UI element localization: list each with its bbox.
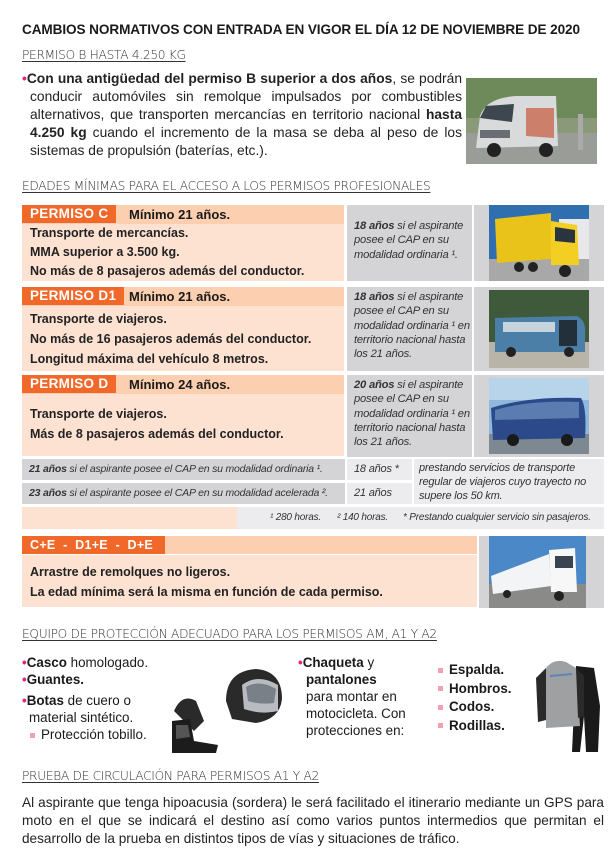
- equipment-left-list: [22, 654, 172, 743]
- permiso-d1-badge: PERMISO D1: [22, 287, 124, 305]
- permiso-c-body: [22, 224, 344, 281]
- d-extra-row: [22, 459, 345, 480]
- permiso-d1-cap-note: 18 años si el aspirante posee el CAP en su modalidad ordinaria ¹ en territorio nacional hasta los 21 años.: [347, 287, 472, 371]
- section-heading-equipo: EQUIPO DE PROTECCIÓN ADECUADO PARA LOS PERMISOS AM, A1 Y A2: [22, 627, 437, 641]
- permiso-d-body: [22, 394, 344, 456]
- square-bullet-icon: [438, 686, 443, 691]
- trailer-badge: C+E - D1+E - D+E: [22, 536, 165, 554]
- permiso-b-paragraph: [22, 70, 462, 160]
- square-bullet-icon: [438, 668, 443, 673]
- square-bullet-icon: [438, 705, 443, 710]
- permiso-d-cap-note: 20 años si el aspirante posee el CAP en su modalidad ordinaria ¹ en territorio nacional hasta los 21 años.: [347, 375, 472, 457]
- equipment-sub-tobillo: Protección tobillo.: [22, 726, 172, 743]
- section-heading-prueba: PRUEBA DE CIRCULACIÓN PARA PERMISOS A1 Y A2: [22, 769, 319, 783]
- trailer-header: [22, 536, 477, 554]
- boots-gloves-photo: [164, 691, 222, 755]
- permiso-d1-image-cell: [474, 287, 604, 371]
- permiso-c-line: Transporte de mercancías.: [30, 226, 189, 240]
- helmet-photo: [222, 665, 284, 727]
- equipment-item-botas: •Botas de cuero o material sintético.: [22, 693, 134, 725]
- square-bullet-icon: [438, 723, 443, 728]
- permiso-d-badge: PERMISO D: [22, 375, 116, 393]
- permiso-c-line: MMA superior a 3.500 kg.: [30, 245, 180, 259]
- permiso-d1-min-age: Mínimo 21 años.: [129, 289, 231, 304]
- permiso-c-header: [22, 205, 344, 225]
- footnote-spacer: [22, 507, 237, 529]
- permiso-b-bold-mid: hasta 4.250 kg: [30, 107, 462, 140]
- d-extra-row: [22, 483, 345, 504]
- permiso-b-bold-lead: Con una antigüedad del permiso B superior a dos años: [26, 71, 393, 86]
- d-extra-row-age: 18 años *: [347, 459, 412, 480]
- permiso-d1-line: Transporte de viajeros.: [30, 312, 167, 326]
- equipment-item-casco: •Casco homologado.: [22, 655, 149, 670]
- footnote-2: ² 140 horas.: [337, 512, 388, 523]
- permiso-c-cap-note: 18 años si el aspirante posee el CAP en su modalidad ordinaria ¹.: [347, 205, 472, 281]
- articulated-truck-photo: [489, 536, 586, 608]
- protection-list: [438, 661, 512, 735]
- trailer-body: [22, 555, 477, 607]
- footnote-1: ¹ 280 horas.: [270, 512, 321, 523]
- permiso-c-min-age: Mínimo 21 años.: [129, 207, 231, 222]
- permiso-d1-body: [22, 306, 344, 371]
- d-extra-row-age: 21 años: [347, 483, 412, 504]
- d-extra-row-text: 23 años si el aspirante posee el CAP en su modalidad acelerada ².: [29, 487, 328, 499]
- coach-bus-photo: [489, 378, 589, 454]
- permiso-c-image-cell: [474, 205, 604, 281]
- prueba-paragraph: Al aspirante que tenga hipoacusia (sordera) le será facilitado el itinerario mediante un GPS para moto en el que se indicará el destino así como varios puntos intermedios que permitan el desarrollo de la prueba en distintos tipos de vías y situaciones de tráfico.: [22, 795, 604, 846]
- protection-item: Rodillas.: [438, 717, 512, 736]
- footnotes-row: [237, 507, 604, 529]
- permiso-d-line: Transporte de viajeros.: [30, 407, 167, 421]
- equipment-item-guantes: •Guantes.: [22, 672, 84, 687]
- permiso-d1-header: [22, 287, 344, 307]
- permiso-c-line: No más de 8 pasajeros además del conductor.: [30, 264, 305, 278]
- permiso-d-min-age: Mínimo 24 años.: [129, 377, 231, 392]
- permiso-b-text-2: cuando el incremento de la masa se deba al peso de los sistemas de propulsión (baterías, etc.).: [30, 125, 462, 158]
- yellow-truck-photo: [489, 205, 589, 281]
- trailer-image-cell: [479, 536, 604, 608]
- equipment-right-text: [298, 654, 428, 739]
- electric-van-photo: [466, 78, 597, 164]
- permiso-d1-line: No más de 16 pasajeros además del conductor.: [30, 332, 312, 346]
- d-extra-note: prestando servicios de transporte regular de viajeros cuyo trayecto no supere los 50 km.: [414, 459, 604, 504]
- equipment-protection-intro: para montar en motocicleta. Con protecciones en:: [306, 689, 406, 738]
- protection-item: Codos.: [438, 698, 512, 717]
- equipment-item-chaqueta: •Chaqueta y: [298, 655, 375, 670]
- permiso-d-header: [22, 375, 344, 395]
- bullet-icon: •: [22, 71, 27, 86]
- moto-suit-photo: [532, 656, 610, 756]
- section-heading-edades: EDADES MÍNIMAS PARA EL ACCESO A LOS PERMISOS PROFESIONALES: [22, 179, 431, 193]
- square-bullet-icon: [30, 733, 35, 738]
- permiso-b-text-1: , se podrán conducir automóviles sin remolque impulsados por combustibles alternativos, que transporten mercancías en territorio nacional: [30, 71, 462, 122]
- page-title: CAMBIOS NORMATIVOS CON ENTRADA EN VIGOR EL DÍA 12 DE NOVIEMBRE DE 2020: [22, 22, 580, 37]
- permiso-d1-line: Longitud máxima del vehículo 8 metros.: [30, 352, 269, 366]
- d-extra-row-text: 21 años si el aspirante posee el CAP en su modalidad ordinaria ¹.: [29, 463, 323, 475]
- trailer-line: La edad mínima será la misma en función de cada permiso.: [30, 585, 383, 599]
- permiso-d-image-cell: [474, 375, 604, 457]
- permiso-c-badge: PERMISO C: [22, 205, 116, 223]
- protection-item: Hombros.: [438, 680, 512, 699]
- section-heading-permiso-b: PERMISO B HASTA 4.250 KG: [22, 48, 186, 62]
- minibus-photo: [489, 290, 589, 368]
- equipment-item-pantalones: pantalones: [306, 672, 377, 687]
- protection-item: Espalda.: [438, 661, 512, 680]
- permiso-d-line: Más de 8 pasajeros además del conductor.: [30, 427, 284, 441]
- footnote-3: * Prestando cualquier servicio sin pasajeros.: [403, 512, 591, 523]
- trailer-line: Arrastre de remolques no ligeros.: [30, 565, 231, 579]
